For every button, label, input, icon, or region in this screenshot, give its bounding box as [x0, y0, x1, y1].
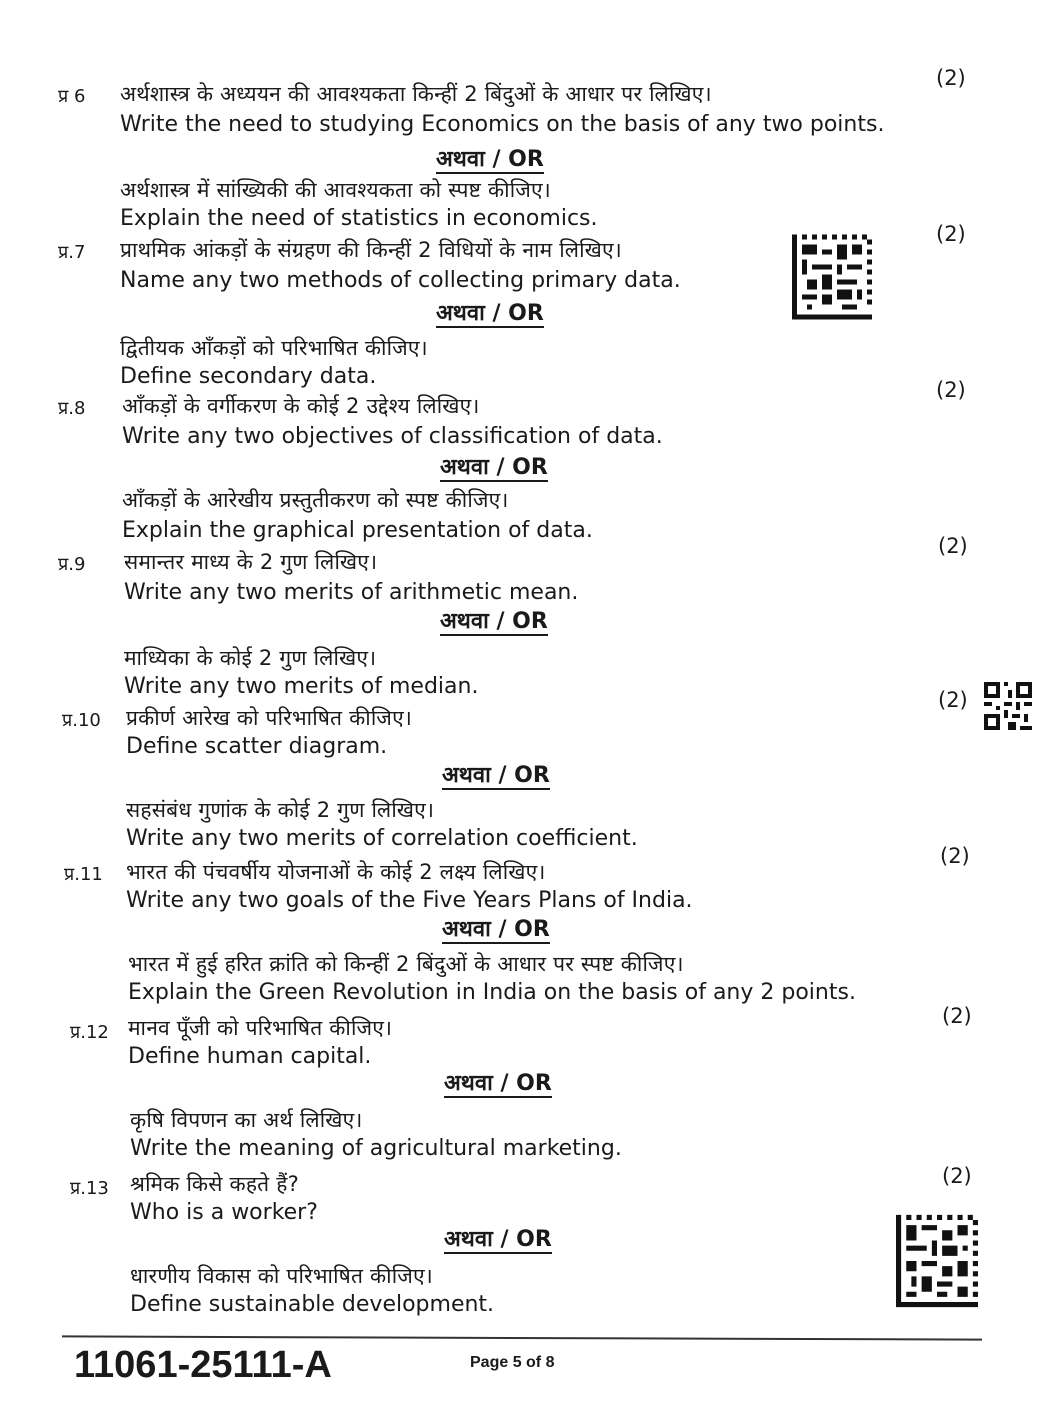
alternative-text-english: Define secondary data. — [120, 364, 377, 389]
alternative-text-hindi: धारणीय विकास को परिभाषित कीजिए। — [130, 1264, 433, 1288]
marks: (2) — [940, 844, 970, 868]
question-text-english: Define scatter diagram. — [126, 734, 388, 759]
question-text-english: Write any two objectives of classification of data. — [122, 424, 663, 449]
or-separator: अथवा / OR — [444, 1071, 552, 1096]
alternative-text-hindi: भारत में हुई हरित क्रांति को किन्हीं 2 बिंदुओं के आधार पर स्पष्ट कीजिए। — [128, 952, 684, 976]
marks: (2) — [936, 66, 966, 90]
alternative-text-hindi: अर्थशास्त्र में सांख्यिकी की आवश्यकता को स्पष्ट कीजिए। — [120, 178, 551, 202]
alternative-text-english: Define sustainable development. — [130, 1292, 495, 1317]
data-matrix-code — [792, 234, 872, 320]
or-separator: अथवा / OR — [436, 301, 544, 326]
alternative-text-english: Write any two merits of median. — [124, 674, 479, 699]
question-text-hindi: मानव पूँजी को परिभाषित कीजिए। — [128, 1016, 393, 1040]
alternative-text-hindi: आँकड़ों के आरेखीय प्रस्तुतीकरण को स्पष्ट कीजिए। — [122, 488, 509, 512]
page-number: Page 5 of 8 — [470, 1354, 555, 1371]
alternative-text-hindi: सहसंबंध गुणांक के कोई 2 गुण लिखिए। — [126, 798, 435, 822]
alternative-text-english: Write the meaning of agricultural marketing. — [130, 1136, 622, 1161]
question-text-hindi: आँकड़ों के वर्गीकरण के कोई 2 उद्देश्य लिखिए। — [122, 394, 480, 418]
alternative-text-english: Explain the need of statistics in economics. — [120, 206, 598, 231]
marks: (2) — [942, 1164, 972, 1188]
question-number: प्र.11 — [64, 864, 103, 885]
marks: (2) — [938, 534, 968, 558]
question-text-hindi: श्रमिक किसे कहते हैं? — [130, 1172, 299, 1196]
or-separator: अथवा / OR — [442, 763, 550, 788]
alternative-text-hindi: द्वितीयक आँकड़ों को परिभाषित कीजिए। — [120, 336, 428, 360]
marks: (2) — [936, 222, 966, 246]
marks: (2) — [936, 378, 966, 402]
question-number: प्र.7 — [58, 242, 86, 263]
data-matrix-code — [896, 1214, 978, 1308]
alternative-text-english: Explain the Green Revolution in India on the basis of any 2 points. — [128, 980, 856, 1005]
question-number: प्र.9 — [58, 554, 86, 575]
question-text-hindi: प्रकीर्ण आरेख को परिभाषित कीजिए। — [126, 706, 413, 730]
question-number: प्र.13 — [70, 1178, 109, 1199]
question-text-english: Write any two merits of arithmetic mean. — [124, 580, 579, 605]
question-text-hindi: अर्थशास्त्र के अध्ययन की आवश्यकता किन्हीं 2 बिंदुओं के आधार पर लिखिए। — [120, 82, 712, 106]
question-text-hindi: समान्तर माध्य के 2 गुण लिखिए। — [124, 550, 378, 574]
question-number: प्र.12 — [70, 1022, 109, 1043]
alternative-text-english: Explain the graphical presentation of data. — [122, 518, 593, 543]
or-separator: अथवा / OR — [442, 917, 550, 942]
or-separator: अथवा / OR — [436, 147, 544, 172]
question-text-english: Name any two methods of collecting primary data. — [120, 268, 681, 293]
paper-code: 11061-25111-A — [74, 1344, 332, 1386]
question-text-english: Write any two goals of the Five Years Plans of India. — [126, 888, 693, 913]
question-text-english: Define human capital. — [128, 1044, 372, 1069]
question-text-hindi: भारत की पंचवर्षीय योजनाओं के कोई 2 लक्ष्य लिखिए। — [126, 860, 546, 884]
or-separator: अथवा / OR — [440, 455, 548, 480]
question-text-english: Who is a worker? — [130, 1200, 318, 1225]
question-number: प्र.10 — [62, 710, 101, 731]
question-text-english: Write the need to studying Economics on the basis of any two points. — [120, 112, 885, 137]
or-separator: अथवा / OR — [440, 609, 548, 634]
question-number: प्र 6 — [58, 86, 86, 107]
question-text-hindi: प्राथमिक आंकड़ों के संग्रहण की किन्हीं 2 विधियों के नाम लिखिए। — [120, 238, 622, 262]
footer-rule — [62, 1335, 982, 1340]
alternative-text-hindi: कृषि विपणन का अर्थ लिखिए। — [130, 1108, 363, 1132]
marks: (2) — [942, 1004, 972, 1028]
qr-code — [984, 682, 1032, 730]
alternative-text-english: Write any two merits of correlation coefficient. — [126, 826, 638, 851]
marks: (2) — [938, 688, 968, 712]
or-separator: अथवा / OR — [444, 1227, 552, 1252]
alternative-text-hindi: माध्यिका के कोई 2 गुण लिखिए। — [124, 646, 377, 670]
question-number: प्र.8 — [58, 398, 86, 419]
